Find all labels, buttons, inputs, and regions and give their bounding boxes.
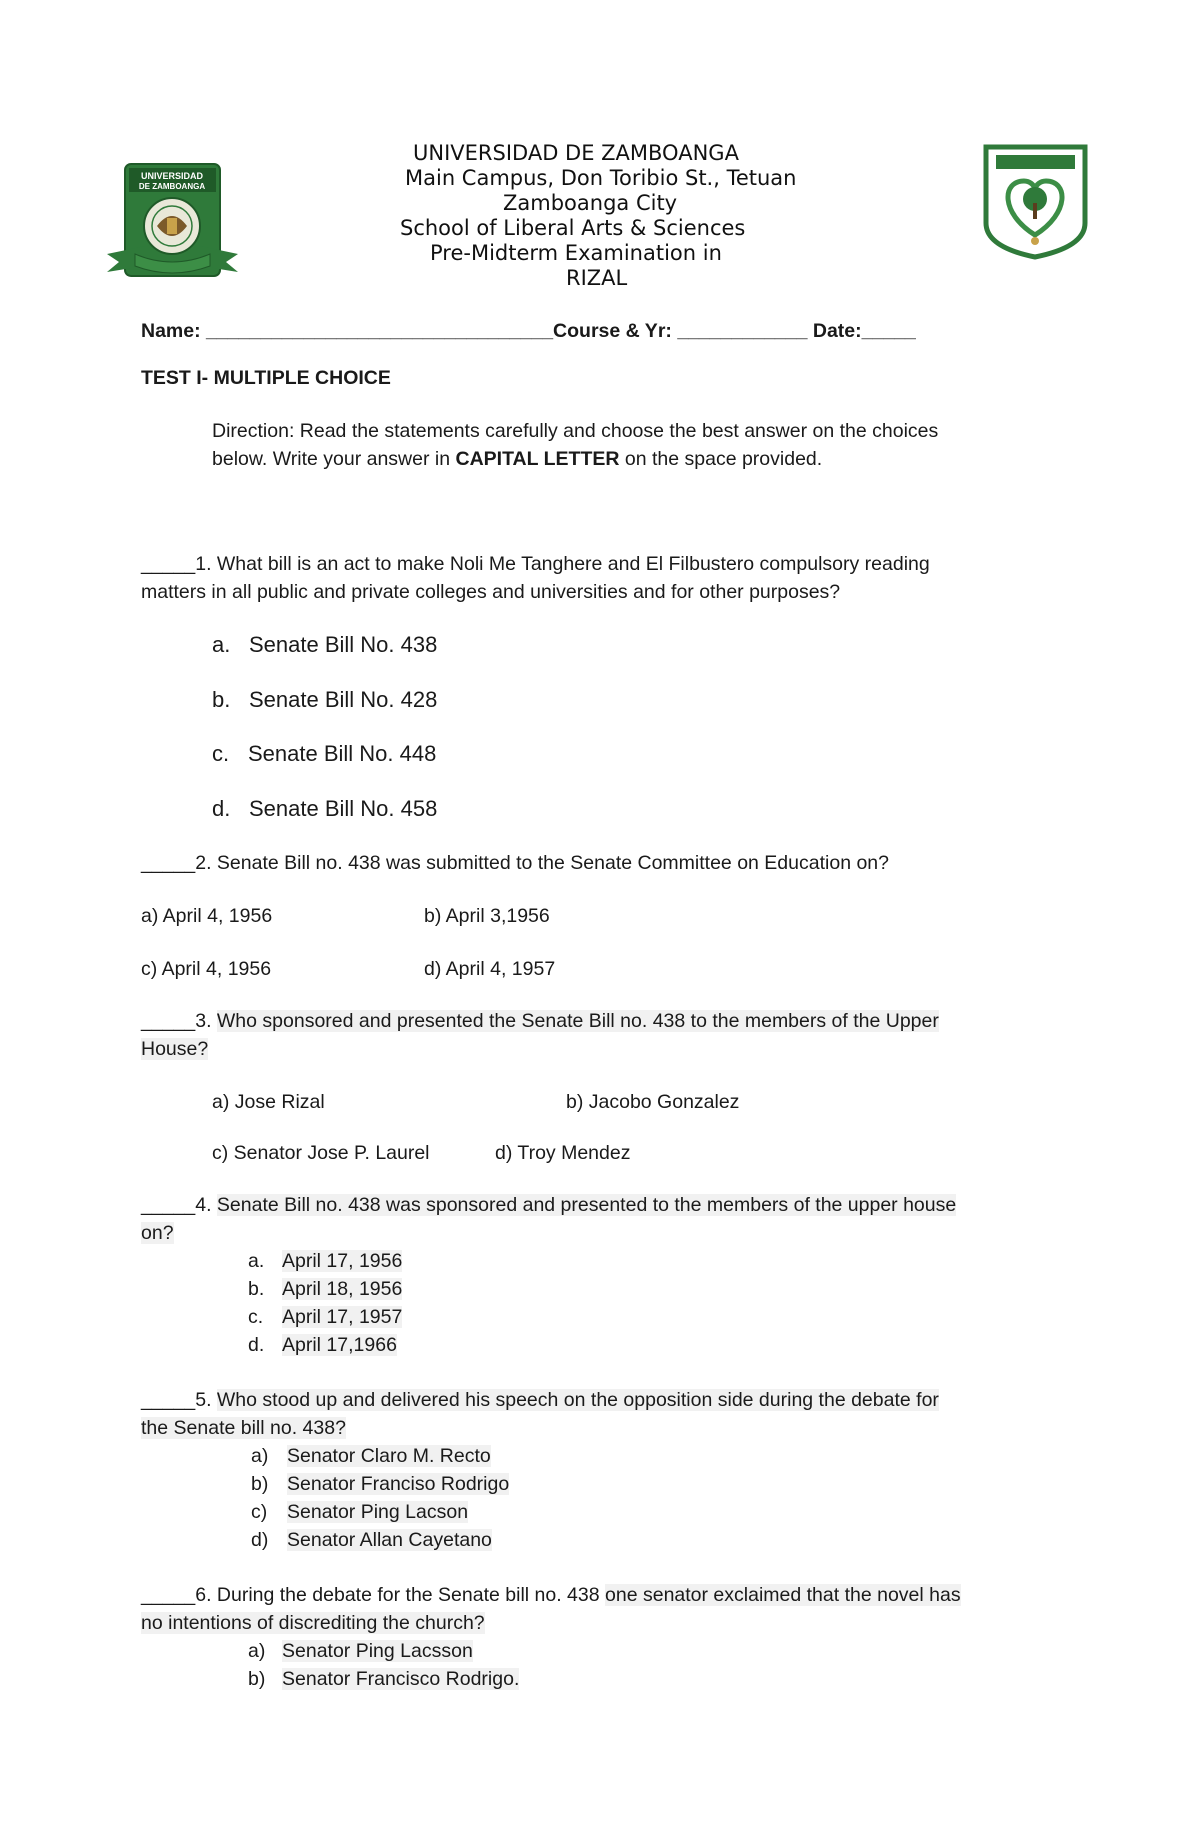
- option-letter: c.: [248, 1306, 264, 1328]
- option-letter: a.: [212, 632, 231, 657]
- option-letter: d): [251, 1529, 269, 1551]
- question-6-option-b: [248, 1665, 519, 1693]
- question-4-option-d: [248, 1331, 397, 1359]
- option-text: Senator Francisco Rodrigo.: [282, 1668, 520, 1690]
- question-4-option-a: [248, 1247, 402, 1275]
- option-letter: a): [248, 1640, 266, 1662]
- question-3-option-b: b) Jacobo Gonzalez: [566, 1091, 740, 1113]
- question-6-option-a: [248, 1637, 473, 1665]
- test-title: TEST I- MULTIPLE CHOICE: [141, 367, 391, 389]
- question-text: the Senate bill no. 438?: [141, 1417, 346, 1439]
- question-2-option-d: d) April 4, 1957: [424, 958, 556, 980]
- universidad-de-zamboanga-logo: [105, 162, 240, 282]
- question-text: on?: [141, 1222, 174, 1244]
- left-logo-text-top: UNIVERSIDAD: [140, 171, 204, 181]
- question-text-highlight: one senator exclaimed that the novel has: [605, 1584, 961, 1606]
- option-letter: d.: [212, 796, 231, 821]
- option-letter: a): [251, 1445, 269, 1467]
- question-text: Senate Bill no. 438 was sponsored and presented to the members of the upper house: [216, 1194, 957, 1216]
- question-5-option-a: [251, 1442, 491, 1470]
- question-1-line-1: _____1. What bill is an act to make Noli Me Tanghere and El Filbustero compulsory reading: [141, 553, 930, 575]
- question-text: Who stood up and delivered his speech on the opposition side during the debate for: [216, 1389, 939, 1411]
- option-text: April 17, 1956: [282, 1250, 403, 1272]
- direction-line-2: [212, 445, 822, 473]
- answer-blank: _____4.: [141, 1194, 217, 1216]
- question-5-line-1: [141, 1386, 939, 1414]
- question-5-line-2: [141, 1414, 346, 1442]
- option-text: Senate Bill No. 458: [249, 796, 438, 821]
- question-5-option-b: [251, 1470, 509, 1498]
- option-text: Senator Ping Lacson: [287, 1501, 469, 1523]
- question-5-option-c: [251, 1498, 468, 1526]
- question-text: House?: [141, 1038, 209, 1060]
- question-1-line-2: matters in all public and private colleges and universities and for other purposes?: [141, 581, 841, 603]
- campus-address: Main Campus, Don Toribio St., Tetuan: [405, 166, 797, 190]
- subject-title: RIZAL: [566, 266, 628, 290]
- question-2-option-c: c) April 4, 1956: [141, 958, 272, 980]
- option-letter: c): [251, 1501, 268, 1523]
- question-4-line-1: [141, 1191, 956, 1219]
- answer-blank: _____5.: [141, 1389, 217, 1411]
- question-6-line-2: [141, 1609, 485, 1637]
- option-text: Senator Allan Cayetano: [287, 1529, 492, 1551]
- option-text: Senator Claro M. Recto: [287, 1445, 491, 1467]
- direction-text: below. Write your answer in: [212, 448, 456, 470]
- option-letter: b): [248, 1668, 266, 1690]
- question-4-option-c: [248, 1303, 402, 1331]
- question-text: Who sponsored and presented the Senate Bill no. 438 to the members of the Upper: [216, 1010, 939, 1032]
- option-text: April 18, 1956: [282, 1278, 403, 1300]
- question-2-option-b: b) April 3,1956: [424, 905, 550, 927]
- question-1-option-b: [212, 687, 437, 713]
- option-letter: b.: [212, 687, 231, 712]
- question-4-line-2: [141, 1219, 174, 1247]
- liberal-arts-college-logo: [980, 143, 1091, 260]
- left-logo-text-bottom: DE ZAMBOANGA: [138, 182, 206, 191]
- option-letter: b.: [248, 1278, 265, 1300]
- question-5-option-d: [251, 1526, 492, 1554]
- option-text: Senator Ping Lacsson: [282, 1640, 473, 1662]
- option-letter: b): [251, 1473, 269, 1495]
- option-text: April 17, 1957: [282, 1306, 403, 1328]
- question-2-line-1: _____2. Senate Bill no. 438 was submitted to the Senate Committee on Education on?: [141, 852, 889, 874]
- question-text: _____6. During the debate for the Senate bill no. 438: [141, 1584, 606, 1606]
- question-3-option-c: c) Senator Jose P. Laurel: [212, 1142, 430, 1164]
- direction-line-1: Direction: Read the statements carefully and choose the best answer on the choices: [212, 420, 939, 442]
- option-text: Senate Bill No. 438: [249, 632, 438, 657]
- question-3-line-1: [141, 1007, 939, 1035]
- question-2-option-a: a) April 4, 1956: [141, 905, 273, 927]
- option-text: Senate Bill No. 428: [249, 687, 438, 712]
- option-letter: c.: [212, 741, 230, 766]
- direction-text-end: on the space provided.: [619, 448, 823, 470]
- option-text: April 17,1966: [282, 1334, 397, 1356]
- exam-title: Pre-Midterm Examination in: [430, 241, 722, 265]
- city-name: Zamboanga City: [503, 191, 678, 215]
- question-1-option-a: [212, 632, 437, 658]
- option-letter: d.: [248, 1334, 265, 1356]
- question-3-line-2: [141, 1035, 208, 1063]
- question-text: no intentions of discrediting the church?: [141, 1612, 485, 1634]
- question-3-option-a: a) Jose Rizal: [212, 1091, 325, 1113]
- question-1-option-c: [212, 741, 436, 767]
- question-4-option-b: [248, 1275, 402, 1303]
- option-letter: a.: [248, 1250, 265, 1272]
- university-name: UNIVERSIDAD DE ZAMBOANGA: [413, 141, 739, 165]
- direction-emphasis: CAPITAL LETTER: [455, 448, 620, 470]
- option-text: Senate Bill No. 448: [248, 741, 437, 766]
- student-info-line: Name: ________________________________Course & Yr: ____________ Date:_____: [141, 320, 916, 342]
- question-3-option-d: d) Troy Mendez: [495, 1142, 631, 1164]
- answer-blank: _____3.: [141, 1010, 217, 1032]
- school-name: School of Liberal Arts & Sciences: [400, 216, 746, 240]
- question-6-line-1: [141, 1581, 961, 1609]
- option-text: Senator Franciso Rodrigo: [287, 1473, 510, 1495]
- question-1-option-d: [212, 796, 437, 822]
